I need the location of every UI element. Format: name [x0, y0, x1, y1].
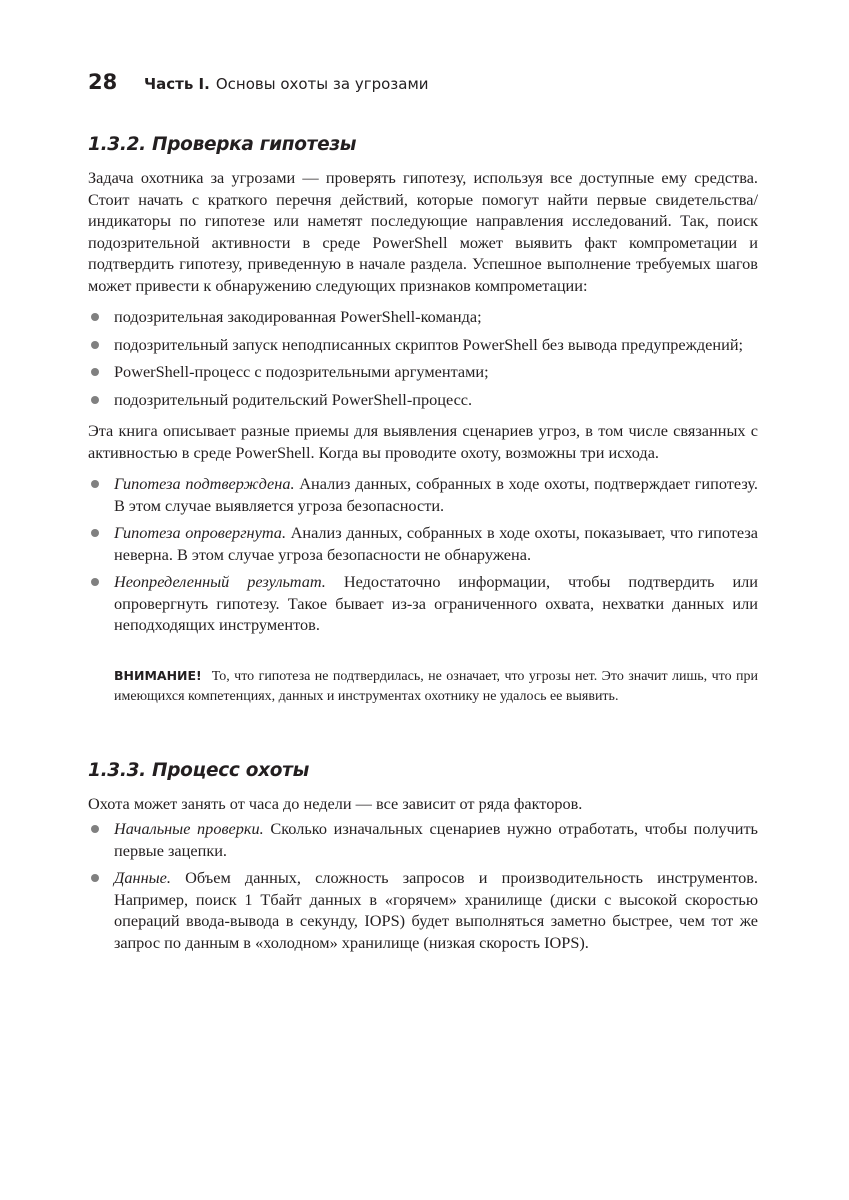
- page-number: 28: [88, 70, 118, 94]
- bullet-icon: [91, 341, 99, 349]
- factors-list: [88, 818, 758, 953]
- part-label: Часть I.: [144, 75, 210, 93]
- term: Начальные проверки.: [114, 819, 264, 838]
- part-title: Основы охоты за угрозами: [215, 75, 429, 93]
- list-item: подозрительный родительский PowerShell-процесс.: [88, 389, 758, 411]
- paragraph-intro: Задача охотника за угрозами — проверять гипотезу, используя все доступные ему средства. Стоит начать с краткого перечня действий, которые помогут найти первые свидетельства/индикаторы по гипотезе или наметят последующие направления исследований. Так, поиск подозрительной активности в среде PowerShell может выявить факт компрометации и подтвердить гипотезу, приведенную в начале раздела. Успешное выполнение требуемых шагов может привести к обнаружению следующих признаков компрометации:: [88, 168, 758, 295]
- bullet-icon: [91, 368, 99, 376]
- note-label: ВНИМАНИЕ!: [114, 667, 202, 683]
- list-item: Гипотеза подтверждена. Анализ данных, собранных в ходе охоты, подтверждает гипотезу. В этом случае выявляется угроза безопасности.: [88, 473, 758, 516]
- bullet-icon: [91, 313, 99, 321]
- term: Данные.: [114, 868, 171, 887]
- bullet-icon: [91, 578, 99, 586]
- list-item: Неопределенный результат. Недостаточно информации, чтобы подтвердить или опровергнуть гипотезу. Такое бывает из-за ограниченного охвата, нехватки данных или неподходящих инструментов.: [88, 571, 758, 636]
- list-item: Начальные проверки. Сколько изначальных сценариев нужно отработать, чтобы получить первые зацепки.: [88, 818, 758, 861]
- warning-note: [88, 666, 758, 708]
- list-item: PowerShell-процесс с подозрительными аргументами;: [88, 361, 758, 383]
- list-item: Гипотеза опровергнута. Анализ данных, собранных в ходе охоты, показывает, что гипотеза неверна. В этом случае угроза безопасности не обнаружена.: [88, 522, 758, 565]
- term: Гипотеза подтверждена.: [114, 474, 295, 493]
- list-item: Данные. Объем данных, сложность запросов и производительность инструментов. Например, поиск 1 Тбайт данных в «горячем» хранилище (диски с высокой скоростью операций ввода-вывода в секунду, IOPS) будет выполняться заметно быстрее, чем тот же запрос по данным в «холодном» хранилище (низкая скорость IOPS).: [88, 867, 758, 953]
- bullet-icon: [91, 529, 99, 537]
- term: Гипотеза опровергнута.: [114, 523, 287, 542]
- bullet-icon: [91, 396, 99, 404]
- note-text: То, что гипотеза не подтвердилась, не означает, что угрозы нет. Это значит лишь, что при имеющихся компетенциях, данных и инструментах охотнику не удалось ее выявить.: [114, 668, 758, 704]
- list-item: подозрительный запуск неподписанных скриптов PowerShell без вывода предупреждений;: [88, 334, 758, 356]
- running-head: [88, 70, 758, 100]
- bullet-icon: [91, 480, 99, 488]
- paragraph-outcomes-intro: Эта книга описывает разные приемы для выявления сценариев угроз, в том числе связанных с активностью в среде PowerShell. Когда вы проводите охоту, возможны три исхода.: [88, 421, 758, 462]
- bullet-icon: [91, 825, 99, 833]
- bullet-icon: [91, 874, 99, 882]
- outcomes-list: [88, 473, 758, 636]
- section-heading-hunting-process: 1.3.3. Процесс охоты: [88, 759, 310, 781]
- list-item: подозрительная закодированная PowerShell-команда;: [88, 306, 758, 328]
- section-heading-hypothesis-check: 1.3.2. Проверка гипотезы: [88, 134, 357, 155]
- book-page: [88, 70, 758, 959]
- indicators-list: [88, 306, 758, 410]
- term: Неопределенный результат.: [114, 572, 326, 591]
- paragraph-process-intro: Охота может занять от часа до недели — все зависит от ряда факторов.: [88, 793, 583, 813]
